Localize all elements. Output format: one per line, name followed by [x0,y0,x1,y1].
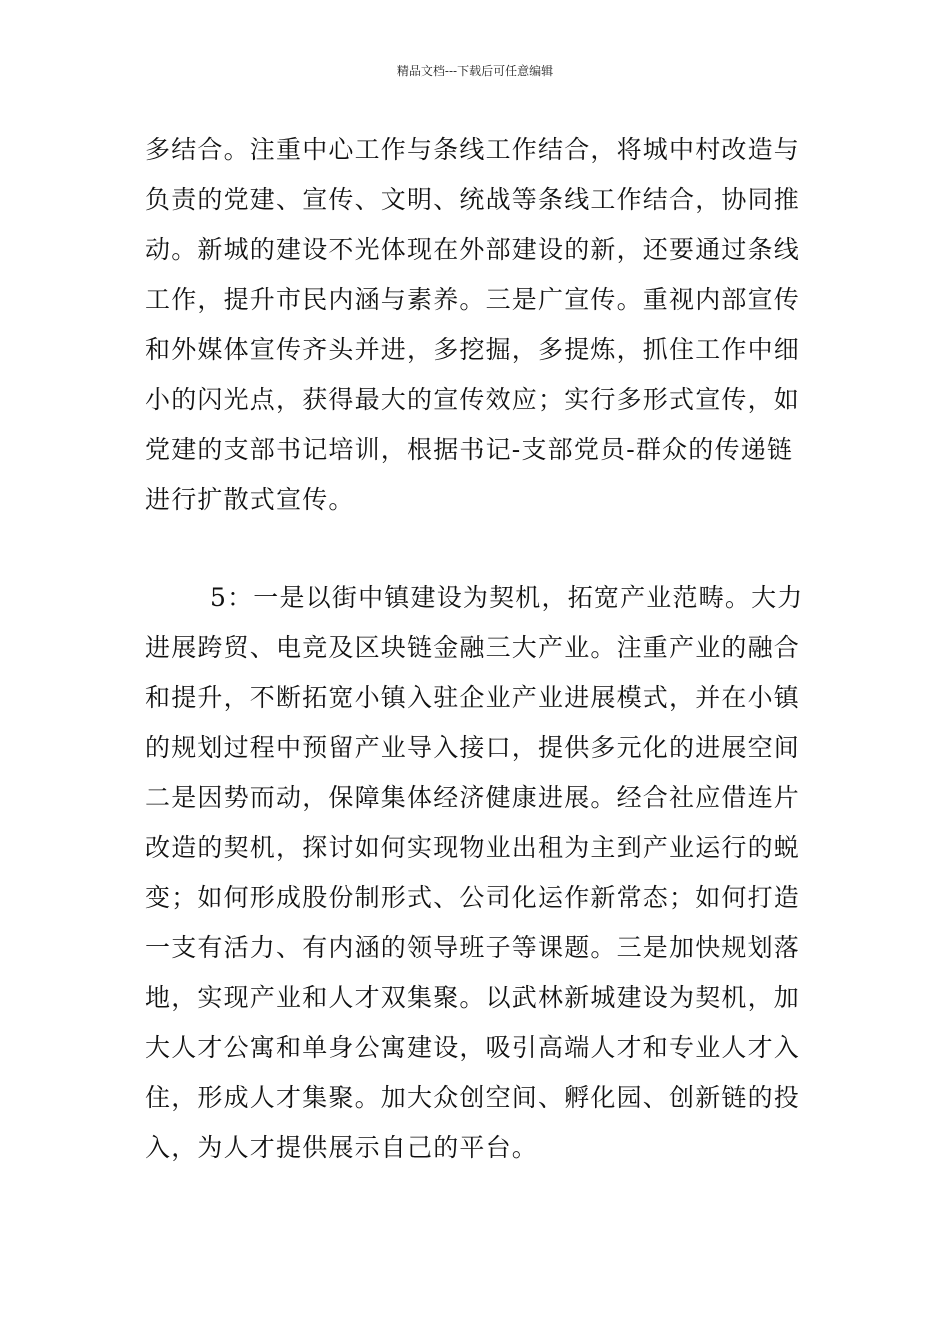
text-line: 和提升，不断拓宽小镇入驻企业产业进展模式，并在小镇 [145,683,801,712]
text-line: 改造的契机，探讨如何实现物业出租为主到产业运行的蜕 [145,833,801,862]
text-line: 二是因势而动，保障集体经济健康进展。经合社应借连片 [145,783,801,812]
text-line: 大人才公寓和单身公寓建设，吸引高端人才和专业人才入 [145,1033,801,1062]
text-line: 动。新城的建设不光体现在外部建设的新，还要通过条线 [145,235,801,264]
text-line: 和外媒体宣传齐头并进，多挖掘，多提炼，抓住工作中细 [145,335,801,364]
text-line: 5：一是以街中镇建设为契机，拓宽产业范畴。大力 [210,583,804,612]
text-line: 进行扩散式宣传。 [145,485,355,514]
text-line: 负责的党建、宣传、文明、统战等条线工作结合，协同推 [145,185,801,214]
text-line: 的规划过程中预留产业导入接口，提供多元化的进展空间 [145,733,801,762]
text-line: 多结合。注重中心工作与条线工作结合，将城中村改造与 [145,135,801,164]
page-header: 精品文档---下载后可任意编辑 [396,64,554,78]
text-line: 进展跨贸、电竞及区块链金融三大产业。注重产业的融合 [145,633,801,662]
text-line: 入，为人才提供展示自己的平台。 [145,1133,539,1162]
text-line: 住，形成人才集聚。加大众创空间、孵化园、创新链的投 [145,1083,801,1112]
text-line: 党建的支部书记培训，根据书记-支部党员-群众的传递链 [145,435,794,464]
text-line: 变；如何形成股份制形式、公司化运作新常态；如何打造 [145,883,801,912]
text-line: 一支有活力、有内涵的领导班子等课题。三是加快规划落 [145,933,801,962]
text-line: 地，实现产业和人才双集聚。以武林新城建设为契机，加 [145,983,801,1012]
text-line: 工作，提升市民内涵与素养。三是广宣传。重视内部宣传 [145,285,801,314]
text-line: 小的闪光点，获得最大的宣传效应；实行多形式宣传，如 [145,385,801,414]
